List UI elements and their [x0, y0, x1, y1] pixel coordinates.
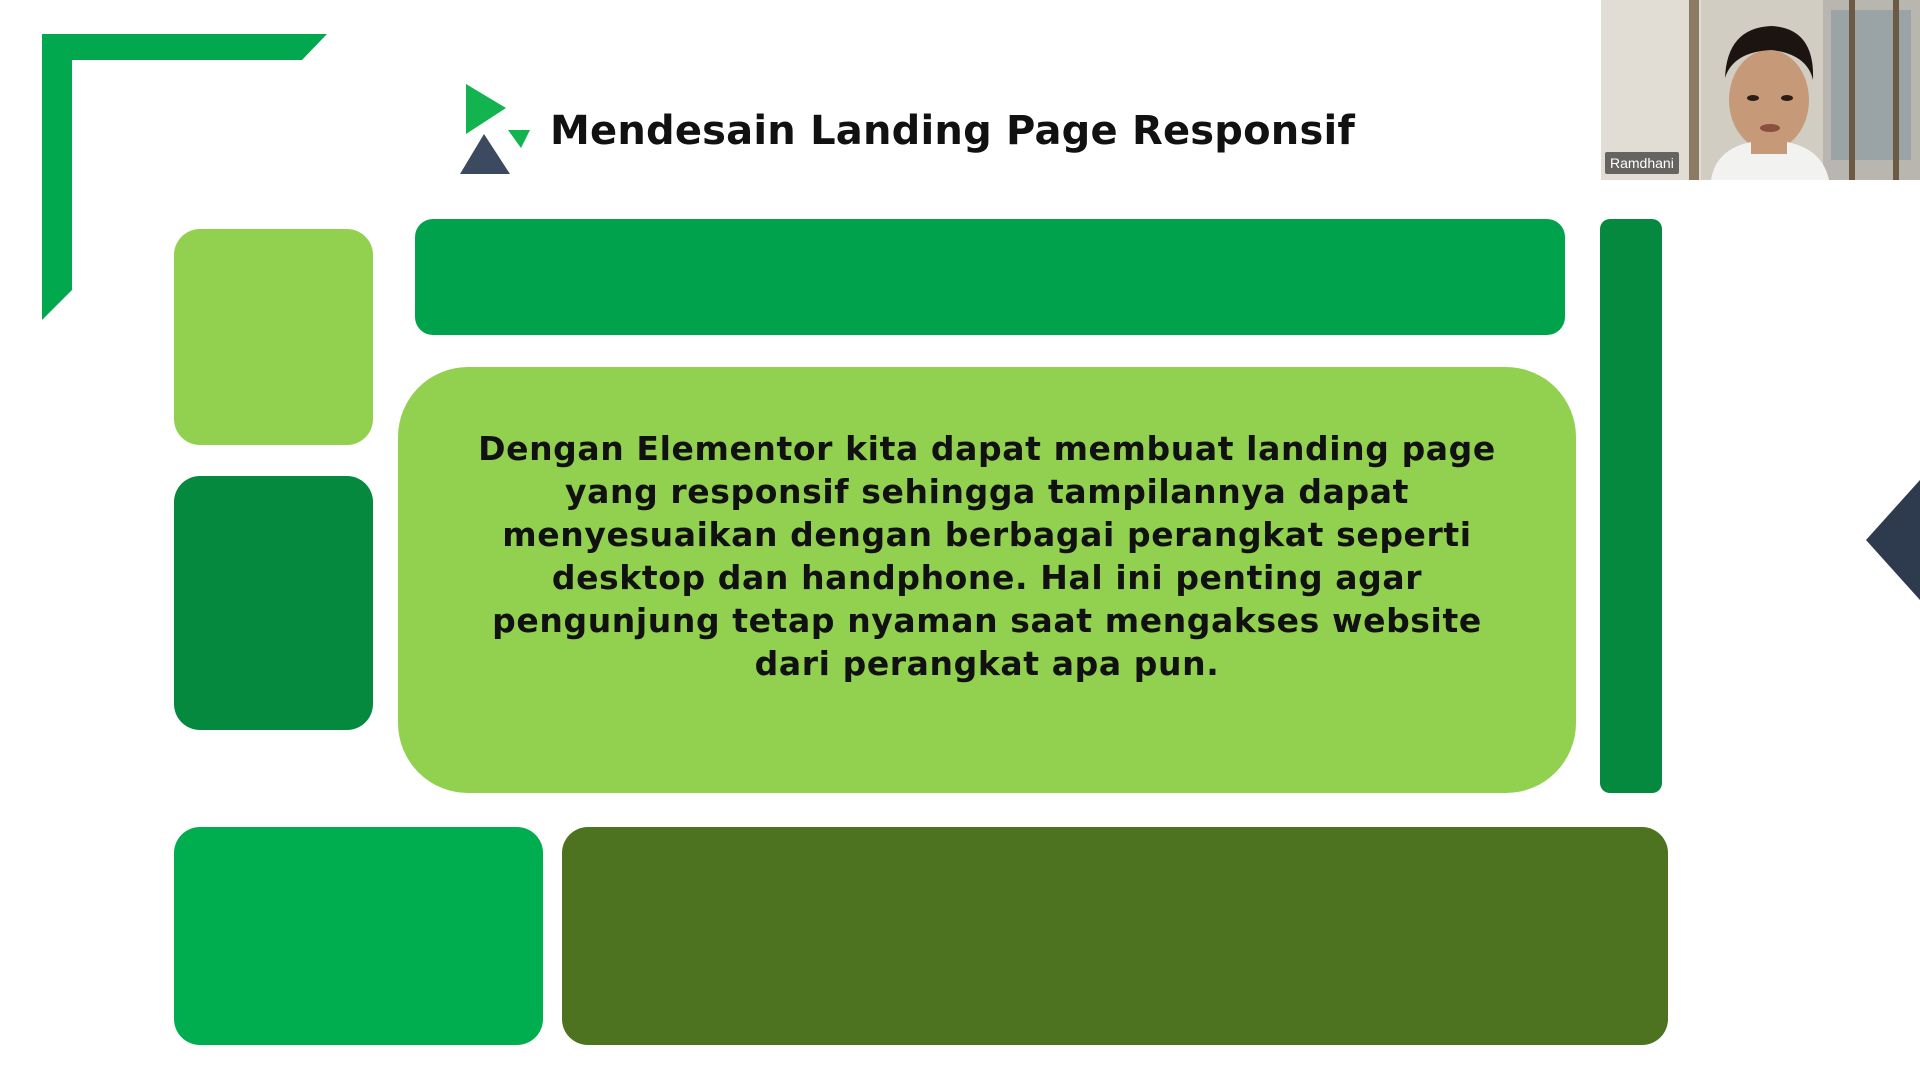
- left-arrow-icon: [1860, 480, 1920, 600]
- decor-block-dark-green: [174, 476, 373, 730]
- decor-block-olive: [562, 827, 1668, 1045]
- slide-title: Mendesain Landing Page Responsif: [550, 108, 1355, 154]
- content-card: [398, 367, 1576, 793]
- play-triangle-logo-icon: [458, 82, 532, 176]
- decor-vertical-bar: [1600, 219, 1662, 793]
- slide-body-text: Dengan Elementor kita dapat membuat landing page yang responsif sehingga tampilannya dapat menyesuaikan dengan berbagai perangkat seperti desktop dan handphone. Hal ini penting agar pengunjung tetap nyaman saat mengakses website dari perangkat apa pun.: [478, 429, 1496, 683]
- participant-name-label: Ramdhani: [1605, 152, 1679, 174]
- webcam-video-tile[interactable]: [1601, 0, 1920, 180]
- decor-bar-green: [415, 219, 1565, 335]
- decor-block-bright-green: [174, 827, 543, 1045]
- decor-block-light-green: [174, 229, 373, 445]
